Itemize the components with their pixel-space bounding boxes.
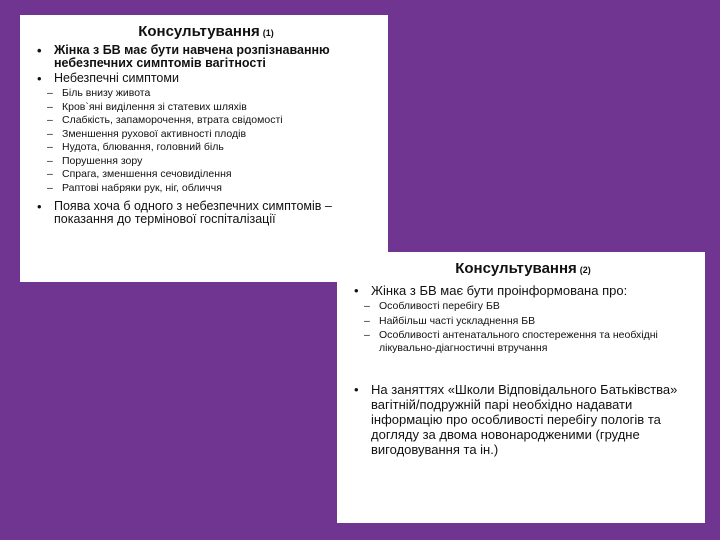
bullet-item: • Жінка з БВ має бути проінформована про: xyxy=(351,283,695,298)
info-list-container xyxy=(351,300,695,354)
symptom-item: – Біль внизу живота xyxy=(34,87,378,101)
slide-consulting-1 xyxy=(20,15,388,282)
symptom-item: – Зменшення рухової активності плодів xyxy=(34,128,378,142)
bullet-item: • Жінка з БВ має бути навчена розпізнаванню небезпечних симптомів вагітності xyxy=(34,44,378,70)
symptom-item: – Порушення зору xyxy=(34,155,378,169)
symptom-item: – Нудота, блювання, головний біль xyxy=(34,141,378,155)
slide-title xyxy=(351,260,695,277)
slide-title-text: Консультування xyxy=(455,260,577,277)
slide-number: (1) xyxy=(262,28,274,38)
symptom-item: – Кров`яні виділення зі статевих шляхів xyxy=(34,101,378,115)
slide-number: (2) xyxy=(579,265,591,275)
info-item: – Особливості антенатального спостереження та необхідні лікувально-діагностичні втручання xyxy=(351,329,695,354)
info-item: – Найбільш часті ускладнення БВ xyxy=(351,315,695,328)
bullet-item: • На заняттях «Школи Відповідального Батьківства» вагітній/подружній парі необхідно надавати інформацію про особливості перебігу пологів та догляду за двома новонародженими (грудне вигодовування та ін.) xyxy=(351,382,695,457)
symptom-item: – Раптові набряки рук, ніг, обличчя xyxy=(34,182,378,196)
slide-title xyxy=(34,23,378,40)
info-list xyxy=(351,300,695,354)
bullet-item: • Небезпечні симптоми xyxy=(34,72,378,85)
symptom-item: – Слабкість, запаморочення, втрата свідомості xyxy=(34,114,378,128)
bullet-list xyxy=(34,44,378,226)
bullet-list xyxy=(351,283,695,457)
slide-title-text: Консультування xyxy=(138,23,260,40)
symptom-list xyxy=(34,87,378,195)
symptom-list-container xyxy=(34,87,378,195)
info-item: – Особливості перебігу БВ xyxy=(351,300,695,313)
symptom-item: – Спрага, зменшення сечовиділення xyxy=(34,168,378,182)
slide-consulting-2 xyxy=(337,252,705,523)
bullet-item: • Поява хоча б одного з небезпечних симптомів – показання до термінової госпіталізації xyxy=(34,200,378,226)
